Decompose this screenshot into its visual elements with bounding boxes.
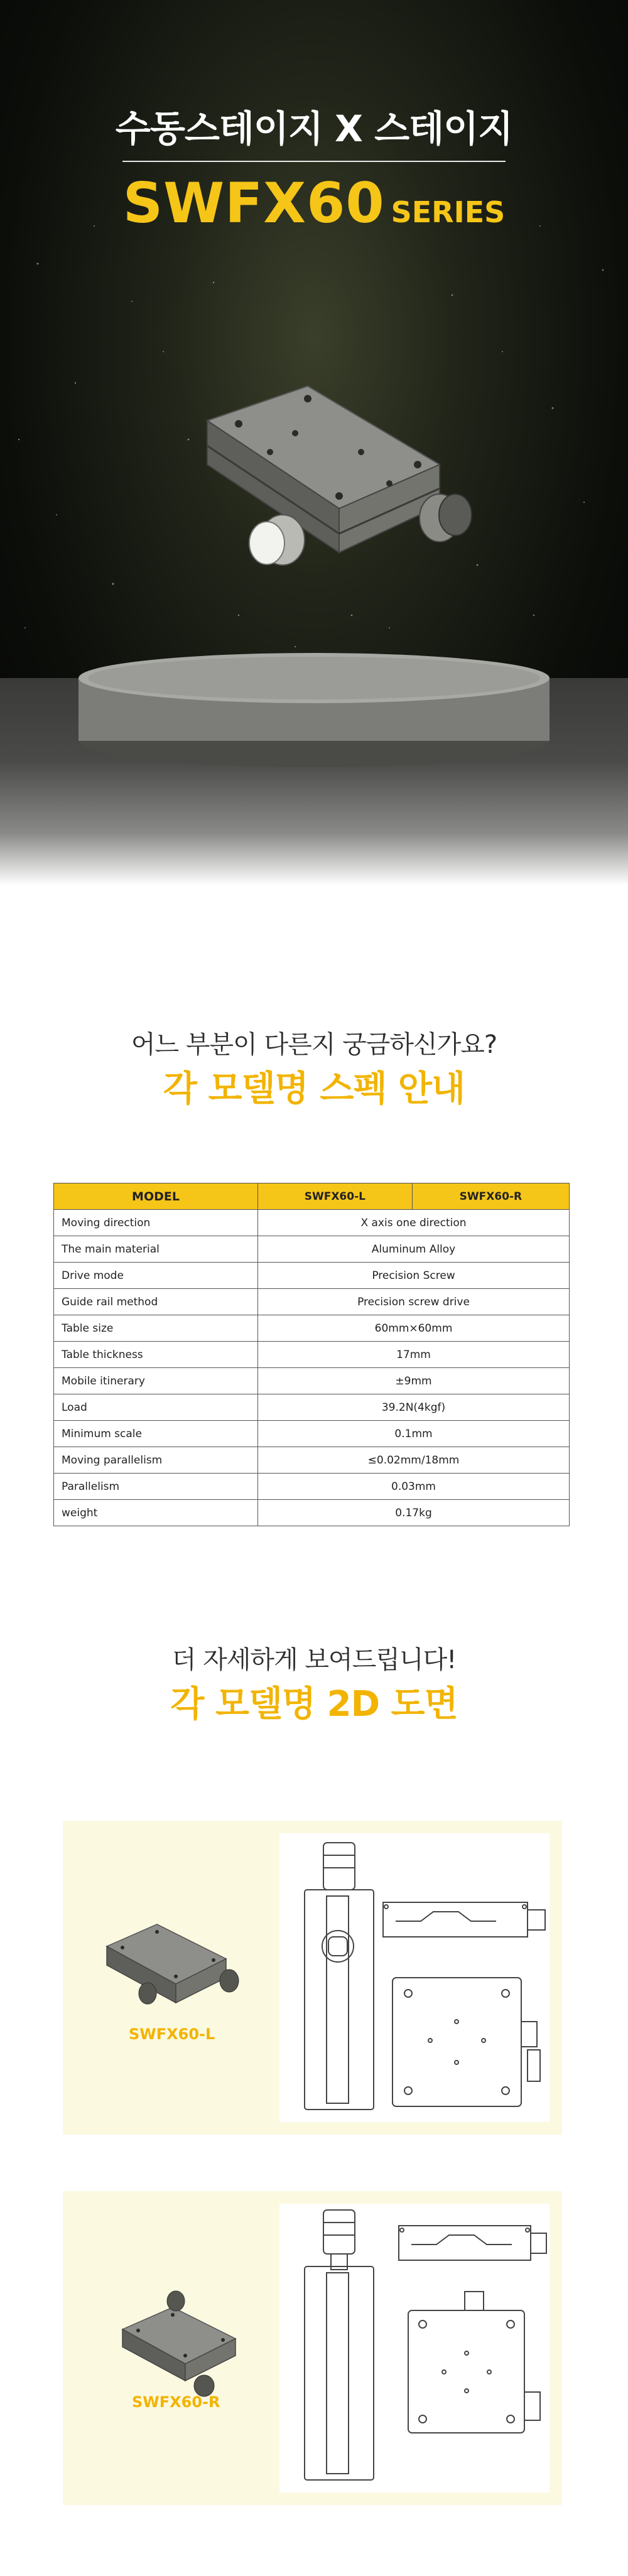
panel-label-r: SWFX60-R <box>132 2393 220 2411</box>
row-value: 17mm <box>258 1342 570 1368</box>
drawing-2d-r <box>279 2204 550 2492</box>
hero-title: 수동스테이지 X 스테이지 <box>115 107 513 150</box>
row-value: Aluminum Alloy <box>258 1236 570 1263</box>
row-label: Table size <box>54 1315 258 1342</box>
table-row <box>54 1210 570 1236</box>
product-render <box>0 352 628 666</box>
row-value: ±9mm <box>258 1368 570 1394</box>
row-value: ≤0.02mm/18mm <box>258 1447 570 1474</box>
row-value: 0.03mm <box>258 1474 570 1500</box>
spec-title: 각 모델명 스펙 안내 <box>163 1069 465 1109</box>
table-row <box>54 1315 570 1342</box>
row-label: Minimum scale <box>54 1421 258 1447</box>
row-value: X axis one direction <box>258 1210 570 1236</box>
table-row <box>54 1394 570 1421</box>
table-row <box>54 1447 570 1474</box>
spec-table-header <box>54 1183 570 1210</box>
row-label: The main material <box>54 1236 258 1263</box>
hero-divider <box>122 161 506 162</box>
row-label: Mobile itinerary <box>54 1368 258 1394</box>
row-value: Precision screw drive <box>258 1289 570 1315</box>
row-value: 39.2N(4kgf) <box>258 1394 570 1421</box>
table-row <box>54 1342 570 1368</box>
spec-subtitle: 어느 부분이 다른지 궁금하신가요? <box>131 1030 497 1059</box>
header-col2: SWFX60-R <box>412 1183 569 1210</box>
row-label: Table thickness <box>54 1342 258 1368</box>
pedestal <box>0 640 628 804</box>
row-value: Precision Screw <box>258 1263 570 1289</box>
table-row <box>54 1263 570 1289</box>
row-label: weight <box>54 1500 258 1526</box>
drawing-panel-r <box>63 2191 562 2505</box>
row-label: Load <box>54 1394 258 1421</box>
product-thumbnail-r <box>110 2279 254 2398</box>
row-label: Drive mode <box>54 1263 258 1289</box>
table-row <box>54 1368 570 1394</box>
row-value: 60mm×60mm <box>258 1315 570 1342</box>
table-row <box>54 1289 570 1315</box>
hero-model-name: SWFX60 <box>122 171 385 235</box>
product-thumbnail-l <box>100 1909 245 2015</box>
row-label: Moving parallelism <box>54 1447 258 1474</box>
table-row <box>54 1500 570 1526</box>
spec-table <box>53 1183 570 1526</box>
drawing-title: 각 모델명 2D 도면 <box>170 1684 458 1725</box>
hero-model-heading <box>0 171 628 235</box>
row-value: 0.17kg <box>258 1500 570 1526</box>
table-row <box>54 1474 570 1500</box>
header-model: MODEL <box>54 1183 258 1210</box>
row-label: Parallelism <box>54 1474 258 1500</box>
drawing-panel-l <box>63 1821 562 2135</box>
drawing-2d-l <box>279 1833 550 2122</box>
row-label: Guide rail method <box>54 1289 258 1315</box>
panel-label-l: SWFX60-L <box>129 2025 215 2043</box>
row-value: 0.1mm <box>258 1421 570 1447</box>
drawing-subtitle: 더 자세하게 보여드립니다! <box>171 1646 457 1674</box>
hero-banner <box>0 0 628 885</box>
hero-series-label: SERIES <box>391 195 506 229</box>
table-row <box>54 1236 570 1263</box>
table-row <box>54 1421 570 1447</box>
row-label: Moving direction <box>54 1210 258 1236</box>
header-col1: SWFX60-L <box>258 1183 413 1210</box>
